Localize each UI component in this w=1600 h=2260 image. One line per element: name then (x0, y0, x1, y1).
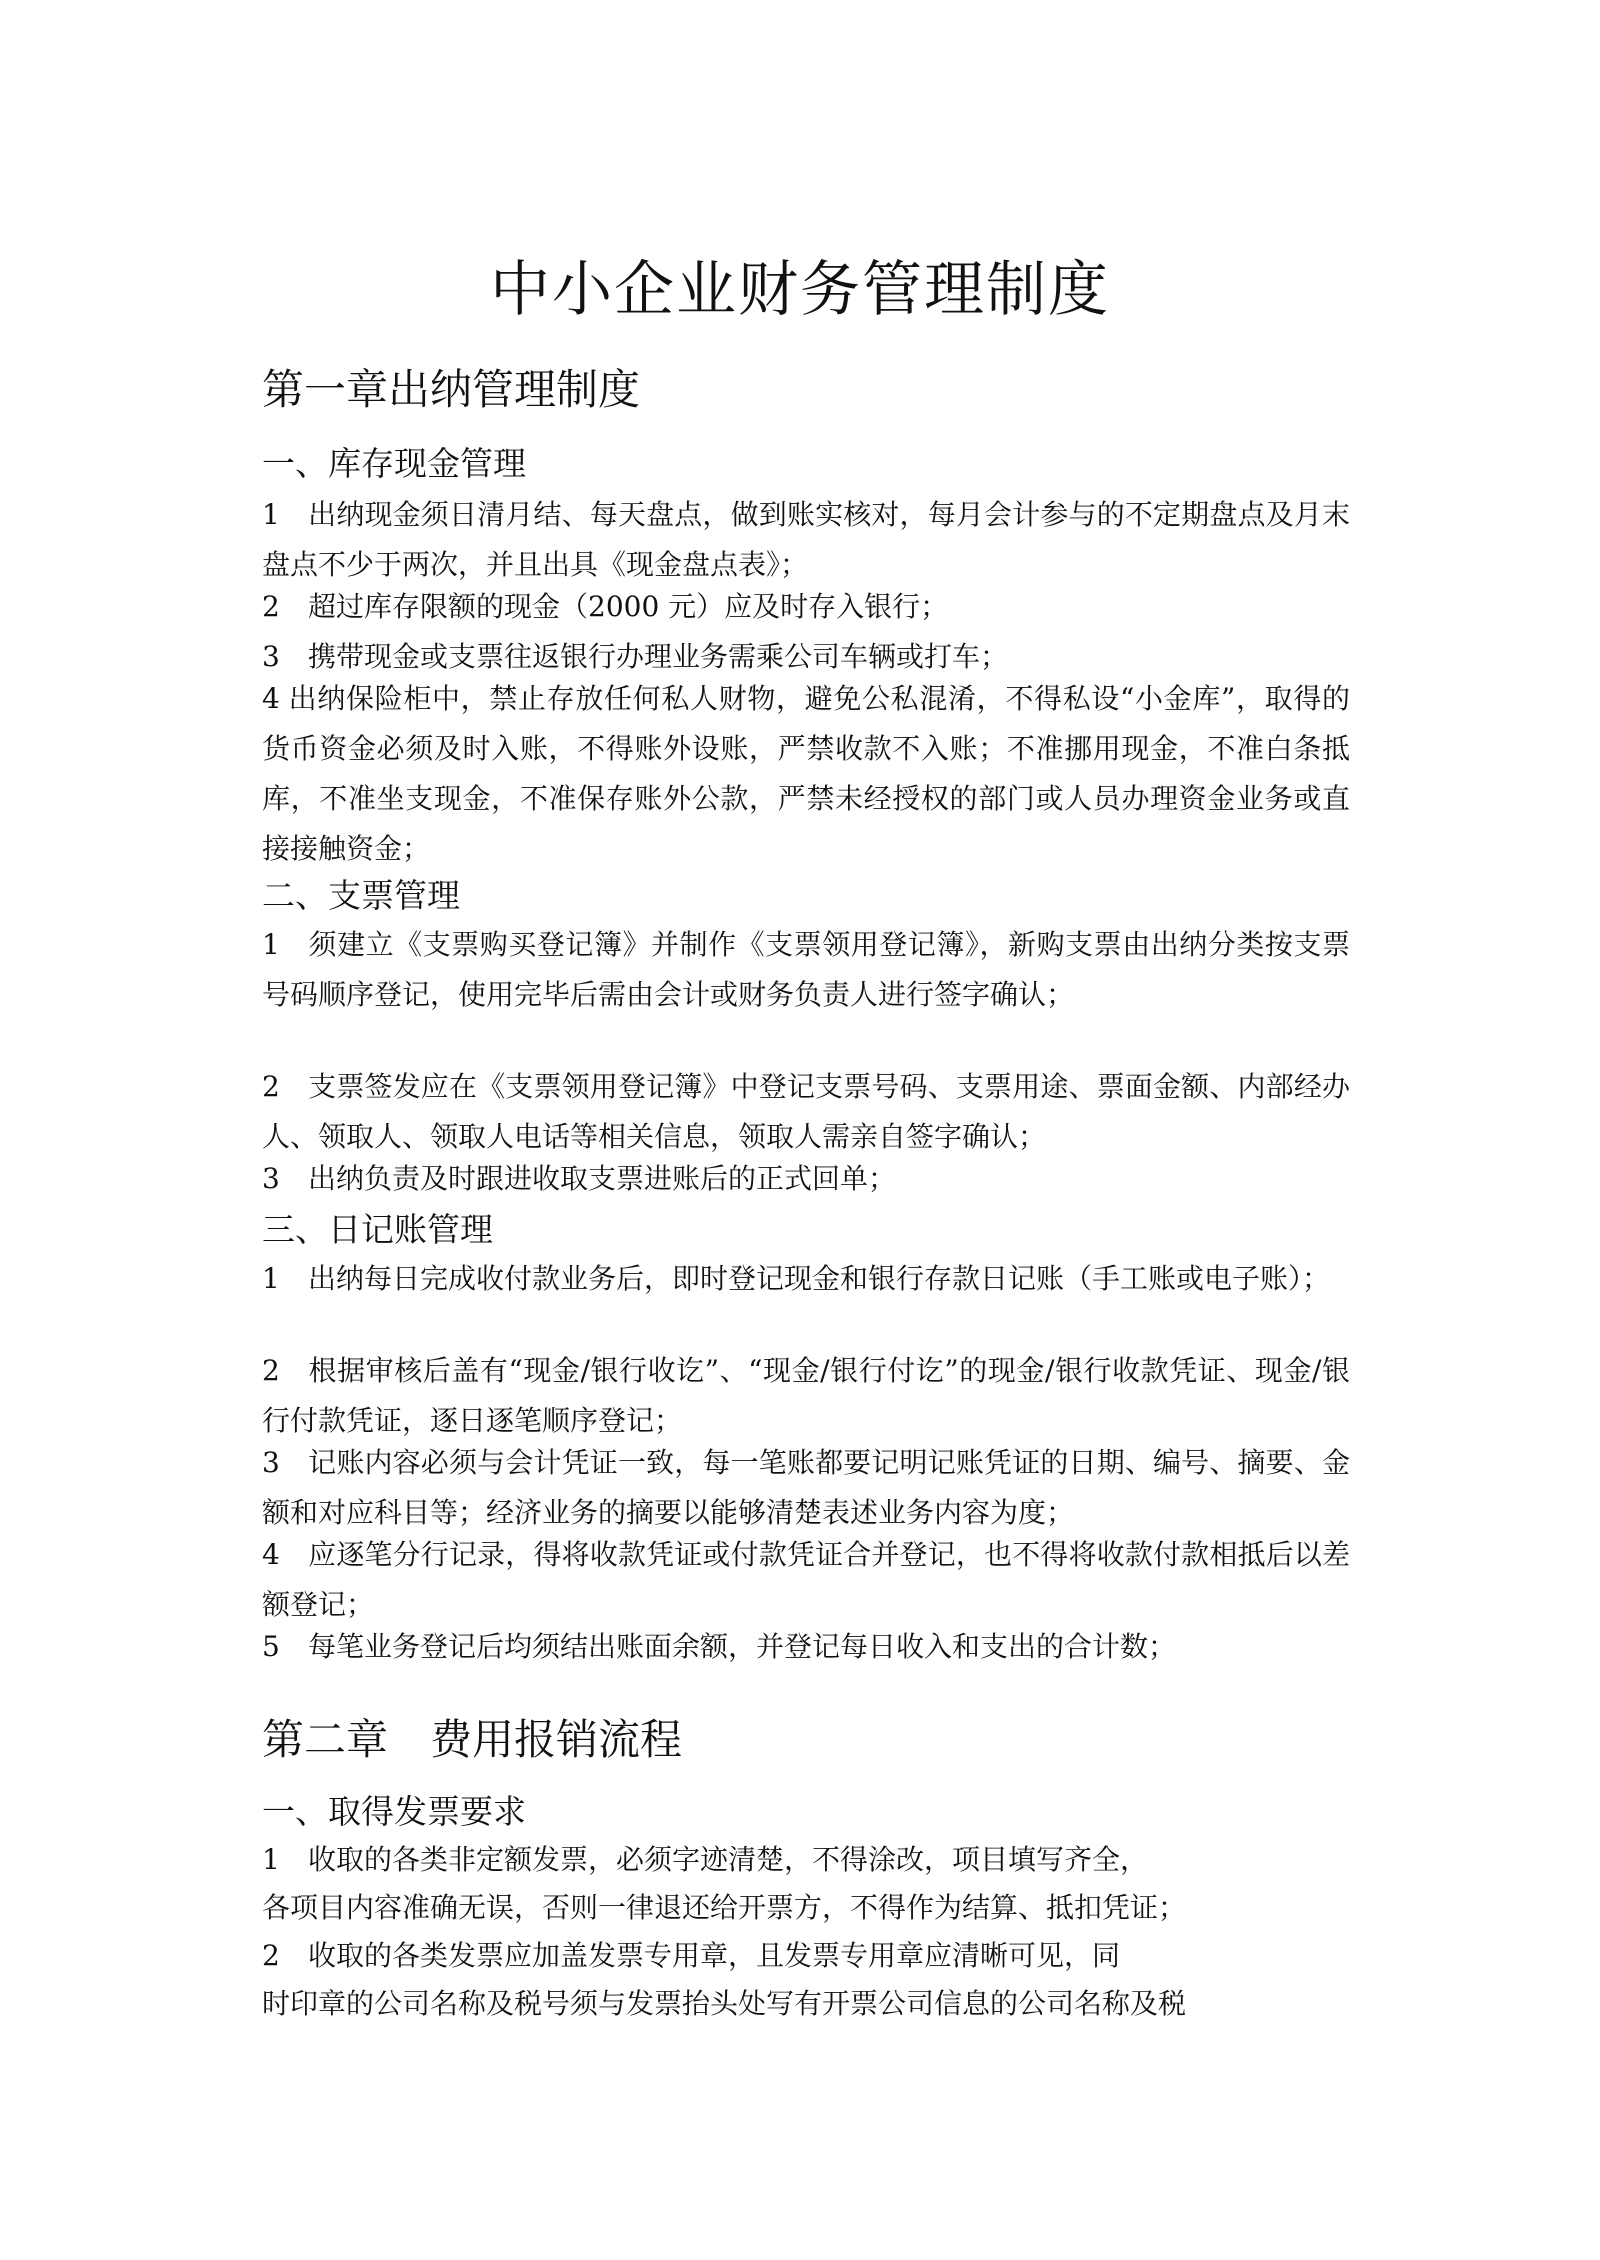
list-item (262, 1530, 1350, 1630)
section-heading-cash-management: 一、库存现金管理 (262, 444, 526, 483)
item-text: 出纳负责及时跟进收取支票进账后的正式回单； (308, 1162, 897, 1195)
item-text: 支票签发应在《支票领用登记簿》中登记支票号码、支票用途、票面金额、内部经办人、领取人、领取人电话等相关信息，领取人需亲自签字确认； (262, 1070, 1350, 1153)
list-item (262, 490, 1350, 590)
item-number: 2 (262, 1939, 280, 1972)
section-heading-journal-management: 三、日记账管理 (262, 1210, 493, 1249)
item-number: 3 (262, 640, 280, 673)
item-text: 出纳现金须日清月结、每天盘点，做到账实核对，每月会计参与的不定期盘点及月末盘点不少于两次，并且出具《现金盘点表》； (262, 498, 1350, 581)
item-number: 1 (262, 928, 280, 961)
item-number: 1 (262, 1262, 280, 1295)
list-item-continuation (262, 1984, 1186, 2024)
chapter-2-heading (262, 1712, 682, 1768)
section-heading-invoice-requirements: 一、取得发票要求 (262, 1792, 526, 1831)
item-text: 记账内容必须与会计凭证一致，每一笔账都要记明记账凭证的日期、编号、摘要、金额和对应科目等；经济业务的摘要以能够清楚表述业务内容为度； (262, 1446, 1350, 1529)
item-number: 1 (262, 1843, 280, 1876)
list-item (262, 1154, 1350, 1204)
list-item (262, 1936, 1120, 1976)
list-item (262, 1254, 1350, 1304)
chapter-1-heading: 第一章出纳管理制度 (262, 365, 641, 414)
item-number: 3 (262, 1162, 280, 1195)
chapter-2-title: 费用报销流程 (430, 1715, 683, 1764)
document-title: 中小企业财务管理制度 (490, 255, 1110, 325)
item-text: 时印章的公司名称及税号须与发票抬头处写有开票公司信息的公司名称及税 (262, 1987, 1187, 2020)
item-text: 须建立《支票购买登记簿》并制作《支票领用登记簿》，新购支票由出纳分类按支票号码顺序登记，使用完毕后需由会计或财务负责人进行签字确认； (262, 928, 1350, 1011)
item-text: 携带现金或支票往返银行办理业务需乘公司车辆或打车； (308, 640, 1009, 673)
item-number: 5 (262, 1630, 280, 1663)
section-heading-cheque-management: 二、支票管理 (262, 876, 460, 915)
item-text: 各项目内容准确无误，否则一律退还给开票方，不得作为结算、抵扣凭证； (262, 1891, 1187, 1924)
list-item (262, 920, 1350, 1020)
chapter-2-number: 第二章 (262, 1715, 389, 1764)
item-text: 出纳保险柜中，禁止存放任何私人财物，避免公私混淆，不得私设“小金库”，取得的货币资金必须及时入账，不得账外设账，严禁收款不入账；不准挪用现金，不准白条抵库，不准坐支现金，不准保存账外公款，严禁未经授权的部门或人员办理资金业务或直接接触资金； (262, 682, 1350, 865)
list-item-continuation (262, 1888, 1186, 1928)
item-number: 2 (262, 1070, 280, 1103)
list-item (262, 582, 1350, 632)
list-item (262, 1346, 1350, 1446)
item-number: 1 (262, 498, 280, 531)
item-text: 收取的各类发票应加盖发票专用章，且发票专用章应清晰可见，同 (308, 1939, 1121, 1972)
list-item (262, 674, 1350, 874)
item-number: 2 (262, 590, 280, 623)
item-number: 3 (262, 1446, 280, 1479)
list-item (262, 1840, 1148, 1880)
item-text: 根据审核后盖有“现金/银行收讫”、“现金/银行付讫”的现金/银行收款凭证、现金/银行付款凭证，逐日逐笔顺序登记； (262, 1354, 1350, 1437)
item-text: 收取的各类非定额发票，必须字迹清楚，不得涂改，项目填写齐全， (308, 1843, 1149, 1876)
item-number: 4 (262, 682, 280, 715)
item-number: 4 (262, 1538, 280, 1571)
list-item (262, 1438, 1350, 1538)
item-text: 出纳每日完成收付款业务后，即时登记现金和银行存款日记账（手工账或电子账）； (308, 1262, 1331, 1295)
item-text: 每笔业务登记后均须结出账面余额，并登记每日收入和支出的合计数； (308, 1630, 1177, 1663)
item-text: 应逐笔分行记录，得将收款凭证或付款凭证合并登记，也不得将收款付款相抵后以差额登记； (262, 1538, 1350, 1621)
item-text: 超过库存限额的现金（2000 元）应及时存入银行； (308, 590, 949, 623)
list-item (262, 1622, 1350, 1672)
list-item (262, 1062, 1350, 1162)
item-number: 2 (262, 1354, 280, 1387)
